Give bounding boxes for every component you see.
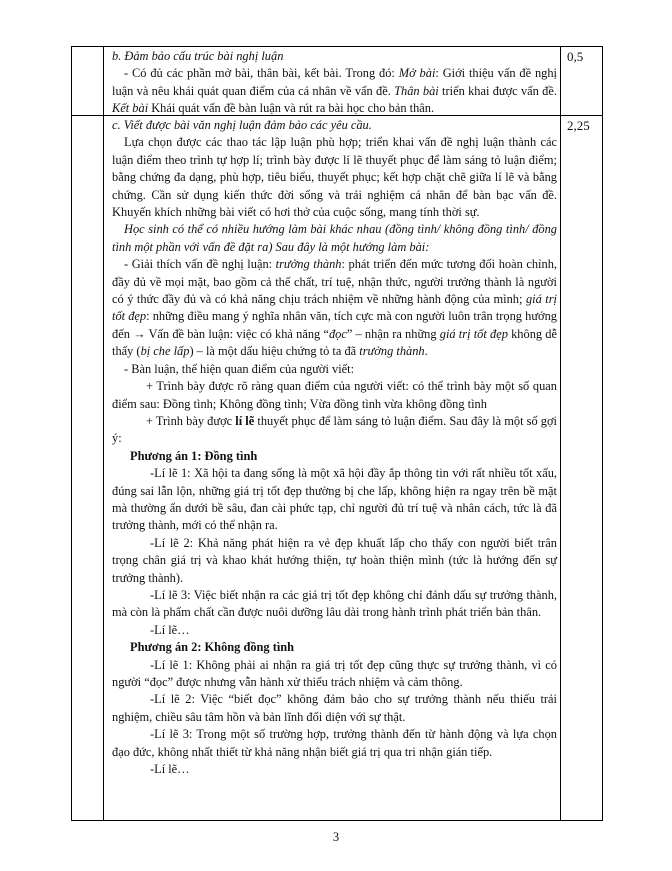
option-2-reason-2: -Lí lẽ 2: Việc “biết đọc” không đảm bảo cho sự trưởng thành nếu thiếu trải nghiệm, chiều sâu tâm hồn và bản lĩnh đối diện với sự thật. <box>112 692 557 724</box>
section-b-heading: b. Đảm bảo cấu trúc bài nghị luận <box>112 49 284 63</box>
column-divider-right <box>560 47 561 820</box>
section-c-note: Học sinh có thể có nhiều hướng làm bài khác nhau (đồng tình/ không đồng tình/ đồng tình một phần với vấn đề đặt ra) Sau đây là một hướng làm bài: <box>112 222 557 254</box>
page-number: 3 <box>332 830 340 844</box>
option-1-reason-2: -Lí lẽ 2: Khả năng phát hiện ra vẻ đẹp khuất lấp cho thấy con người biết trân trọng chân giá trị và khao khát hướng thiện, tự hoàn thiện mình (tức là hướng đến sự trưởng thành). <box>112 535 557 585</box>
section-c-score: 2,25 <box>567 118 590 133</box>
section-b-score: 0,5 <box>567 49 584 64</box>
column-divider-left <box>103 47 104 820</box>
section-c-explanation: - Giải thích vấn đề nghị luận: trưởng thành: phát triển đến mức tương đối hoàn chỉnh, đầy đủ về mọi mặt, bao gồm cả thể chất, trí tuệ, nhận thức, người trưởng thành là người có ý thức đầy đủ và có khả năng chịu trách nhiệm về những hành động của mình; giá trị tốt đẹp: những điều mang ý nghĩa nhân văn, tích cực mà con người luôn trân trọng hướng đến → Vấn đề bàn luận: việc có khả năng “đọc” – nhận ra những giá trị tốt đẹp không dễ thấy (bị che lấp) – là một dấu hiệu chứng tỏ ta đã trưởng thành. <box>112 257 557 359</box>
section-c-view-1: + Trình bày được rõ ràng quan điểm của người viết: có thể trình bày một số quan điểm sau: Đồng tình; Không đồng tình; Vừa đồng tình vừa không đồng tình <box>112 379 557 411</box>
option-1-reason-1: -Lí lẽ 1: Xã hội ta đang sống là một xã hội đầy ắp thông tin với rất nhiều tốt xấu, đúng sai lẫn lộn, những giá trị tốt đẹp thường bị che lấp, không hiện ra ngay trên bề mặt mà thường ẩn dưới bề sâu, đan cài phức tạp, chỉ người đủ trí tuệ và nhân cách, tức là đã trưởng thành, mới có thể nhận ra. <box>112 466 557 533</box>
section-c-intro: Lựa chọn được các thao tác lập luận phù hợp; triển khai vấn đề nghị luận thành các luận điểm theo trình tự hợp lí; trình bày được lí lẽ thuyết phục để làm sáng tỏ luận điểm; bằng chứng đa dạng, phù hợp, tiêu biểu, thuyết phục; kết hợp chặt chẽ giữa lí lẽ và bằng chứng. Cần sử dụng kiến thức đời sống và trải nghiệm cá nhân để bàn bạc vấn đề. Khuyến khích những bài viết có hơi thở của cuộc sống, mang tính thời sự. <box>112 135 557 220</box>
section-c-cell <box>112 117 557 778</box>
section-c-heading: c. Viết được bài văn nghị luận đảm bảo các yêu cầu. <box>112 118 372 132</box>
grading-table <box>71 46 603 821</box>
option-1-title: Phương án 1: Đồng tình <box>130 448 258 463</box>
option-1-reason-more: -Lí lẽ… <box>150 622 190 637</box>
option-2-reason-1: -Lí lẽ 1: Không phải ai nhận ra giá trị tốt đẹp cũng thực sự trưởng thành, vì có người “đọc” được nhưng vẫn hành xử thiếu trách nhiệm và cảm thông. <box>112 657 557 689</box>
option-2-reason-3: -Lí lẽ 3: Trong một số trường hợp, trưởng thành đến từ hành động và lựa chọn đạo đức, không nhất thiết từ khả năng nhận biết giá trị qua tri nhận gián tiếp. <box>112 727 557 759</box>
section-b-body: - Có đủ các phần mở bài, thân bài, kết bài. Trong đó: Mở bài: Giới thiệu vấn đề nghị luận và nêu khái quát quan điểm của cá nhân về vấn đề. Thân bài triển khai được vấn đề. Kết bài Khái quát vấn đề bàn luận và rút ra bài học cho bản thân. <box>112 66 557 116</box>
section-c-discussion: - Bàn luận, thể hiện quan điểm của người viết: <box>124 361 355 376</box>
option-2-title: Phương án 2: Không đồng tình <box>130 640 295 655</box>
option-2-reason-more: -Lí lẽ… <box>150 762 190 777</box>
section-c-view-2: + Trình bày được lí lẽ thuyết phục để làm sáng tỏ luận điểm. Sau đây là một số gợi ý: <box>112 413 557 446</box>
section-b-cell <box>112 48 557 118</box>
option-1-reason-3: -Lí lẽ 3: Việc biết nhận ra các giá trị tốt đẹp không chỉ đánh dấu sự trưởng thành, mà còn là phẩm chất cần được nuôi dưỡng lâu dài trong hành trình phát triển bản thân. <box>112 587 557 620</box>
